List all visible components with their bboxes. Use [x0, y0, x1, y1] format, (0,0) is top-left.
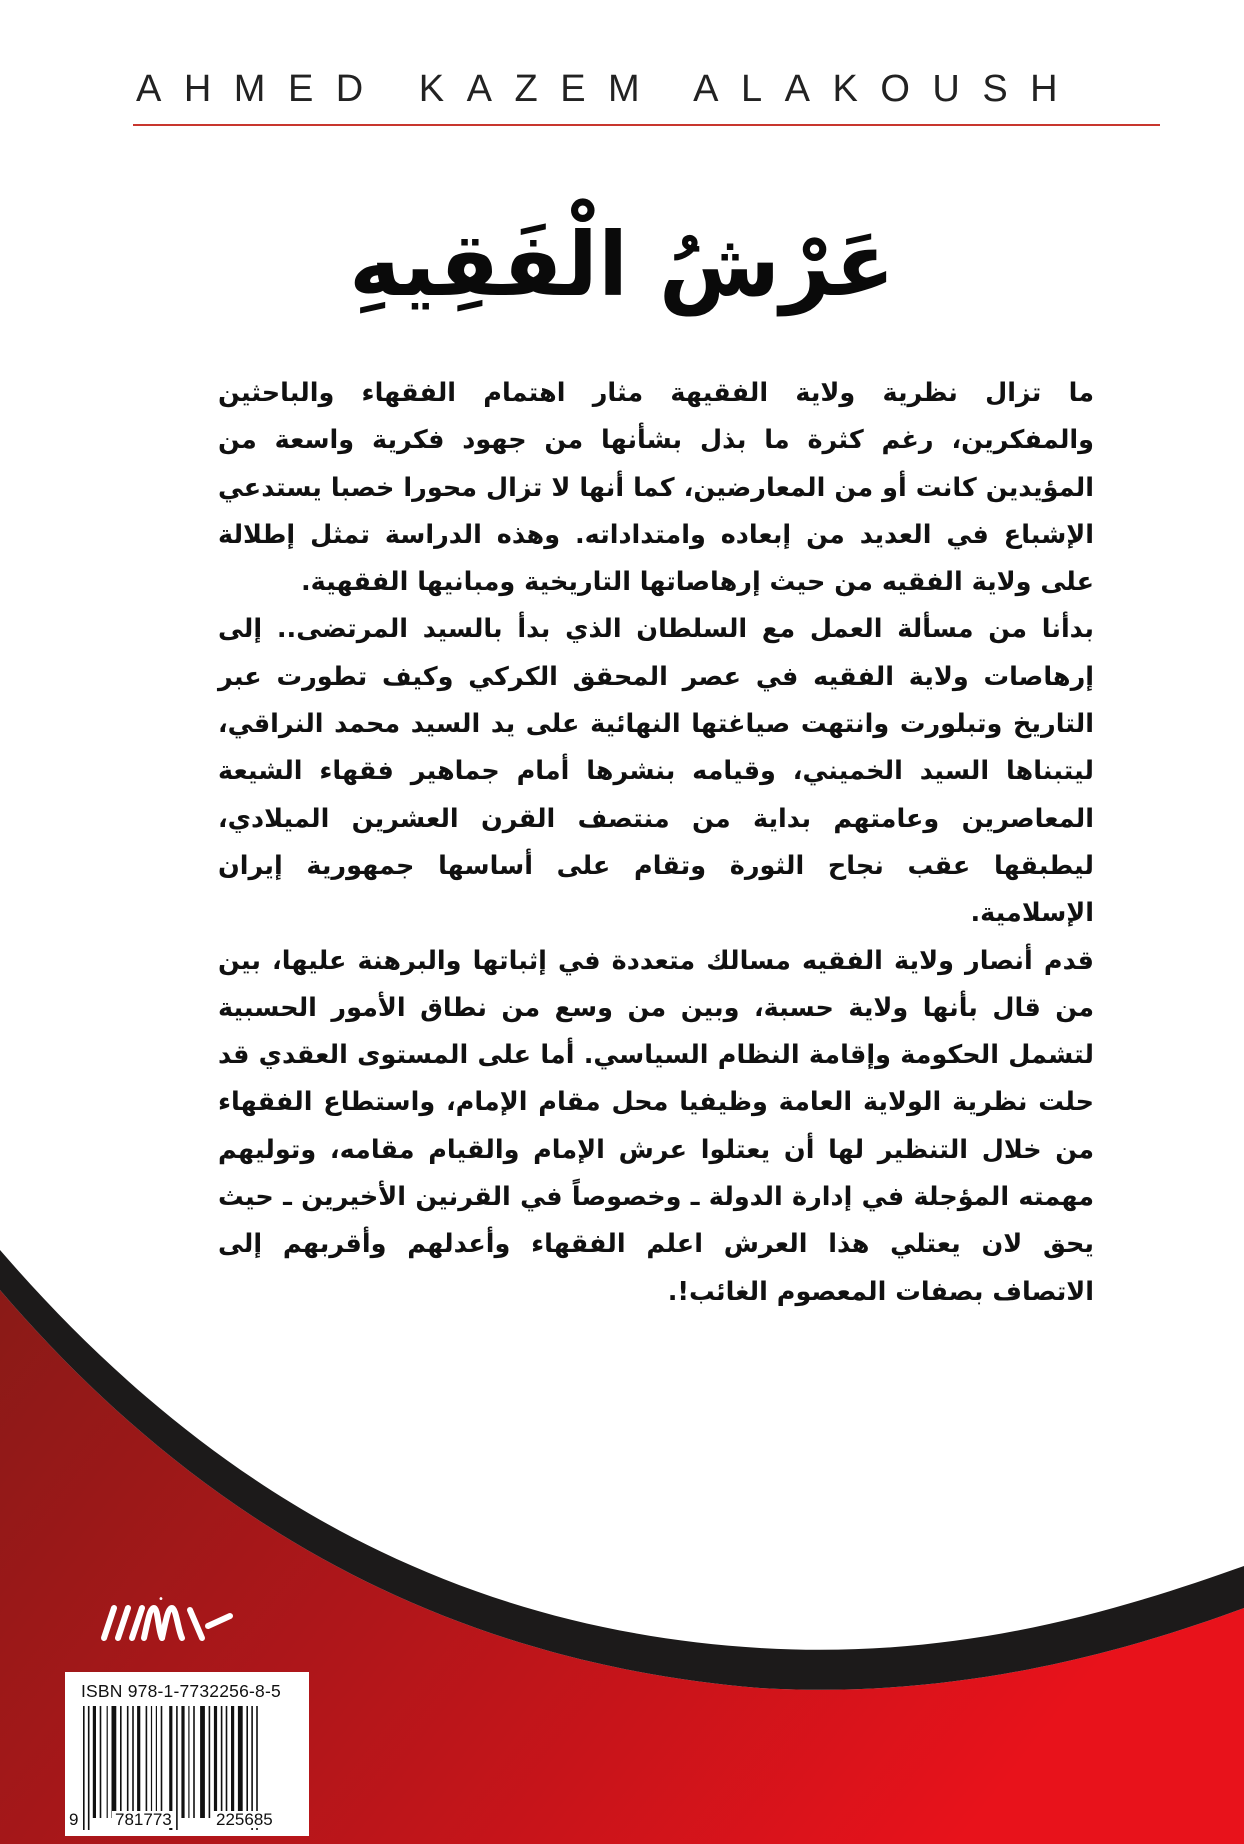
barcode-bar [156, 1706, 157, 1818]
barcode-bar [181, 1706, 184, 1818]
author-name: AHMED KAZEM ALAKOUSH [136, 68, 1081, 110]
barcode-bar [246, 1706, 248, 1818]
barcode-first-digit: 9 [69, 1810, 79, 1829]
publisher-logo-icon [92, 1590, 272, 1650]
blurb-text [218, 370, 1094, 1316]
barcode-bar [161, 1706, 163, 1818]
barcode-bar [100, 1706, 102, 1818]
barcode-bar [193, 1706, 195, 1818]
barcode-bar [127, 1706, 129, 1818]
barcode-bar [93, 1706, 96, 1818]
barcode-bar [146, 1706, 148, 1818]
barcode-right-group: 225685 [213, 1811, 276, 1828]
svg-text:•: • [158, 1594, 164, 1605]
barcode-bar [221, 1706, 223, 1818]
barcode-bar [112, 1706, 117, 1818]
barcode-bar [209, 1706, 211, 1818]
barcode-bar [200, 1706, 205, 1818]
barcode-bar [231, 1706, 234, 1818]
isbn-barcode [65, 1672, 309, 1836]
blurb-paragraph-3: قدم أنصار ولاية الفقيه مسالك متعددة في إثباتها والبرهنة عليها، بين من قال بأنها ولاية حسبة، وبين من وسع من نطاق الأمور الحسبية لتشمل الحكومة وإقامة النظام السياسي. أما على المستوى العقدي قد حلت نظرية الولاية العامة وظيفيا محل مقام الإمام، واستطاع الفقهاء من خلال التنظير لها أن يعتلوا عرش الإمام والقيام مقامه، وتوليهم مهمته المؤجلة في إدارة الدولة ـ وخصوصاً في القرنين الأخيرين ـ حيث يحق لان يعتلي هذا العرش اعلم الفقهاء وأعدلهم وأقربهم إلى الاتصاف بصفات المعصوم الغائب!. [218, 945, 1094, 1307]
barcode-bar [214, 1706, 217, 1818]
book-title: عَرْشُ الْفَقِيهِ [348, 213, 896, 316]
barcode-left-group: 781773 [112, 1811, 175, 1828]
barcode-bar [120, 1706, 122, 1818]
barcode-bar [226, 1706, 228, 1818]
author-divider-line [133, 124, 1160, 126]
barcode-bar [176, 1706, 178, 1830]
isbn-label: ISBN 978-1-7732256-8-5 [81, 1681, 281, 1701]
barcode-bar [151, 1706, 152, 1818]
barcode-bar [137, 1706, 140, 1818]
blurb-paragraph-1: ما تزال نظرية ولاية الفقيهة مثار اهتمام الفقهاء والباحثين والمفكرين، رغم كثرة ما بذل بشأنها من جهود فكرية واسعة من المؤيدين كانت أو من المعارضين، كما أنها لا تزال محورا خصبا يستدعي الإشباع في العديد من إبعاده وامتداداته. وهذه الدراسة تمثل إطلالة على ولاية الفقيه من حيث إرهاصاتها التاريخية ومبانيها الفقهية. [218, 378, 1094, 598]
barcode-bar [88, 1706, 90, 1830]
barcode-bar [83, 1706, 85, 1830]
blurb-paragraph-2: بدأنا من مسألة العمل مع السلطان الذي بدأ بالسيد المرتضى.. إلى إرهاصات ولاية الفقيه في عصر المحقق الكركي وكيف تطورت عبر التاريخ وتبلورت وانتهت صياغتها النهائية على يد السيد محمد النراقي، ليتبناها السيد الخميني، وقيامه بنشرها أمام جماهير فقهاء الشيعة المعاصرين وعامتهم بداية من منتصف القرن العشرين الميلادي، ليطبقها عقب نجاح الثورة وتقام على أساسها جمهورية إيران الإسلامية. [218, 614, 1094, 929]
barcode-bar [132, 1706, 134, 1818]
barcode-bar [188, 1706, 189, 1818]
barcode-bar [107, 1706, 108, 1818]
barcode-bar [238, 1706, 243, 1818]
